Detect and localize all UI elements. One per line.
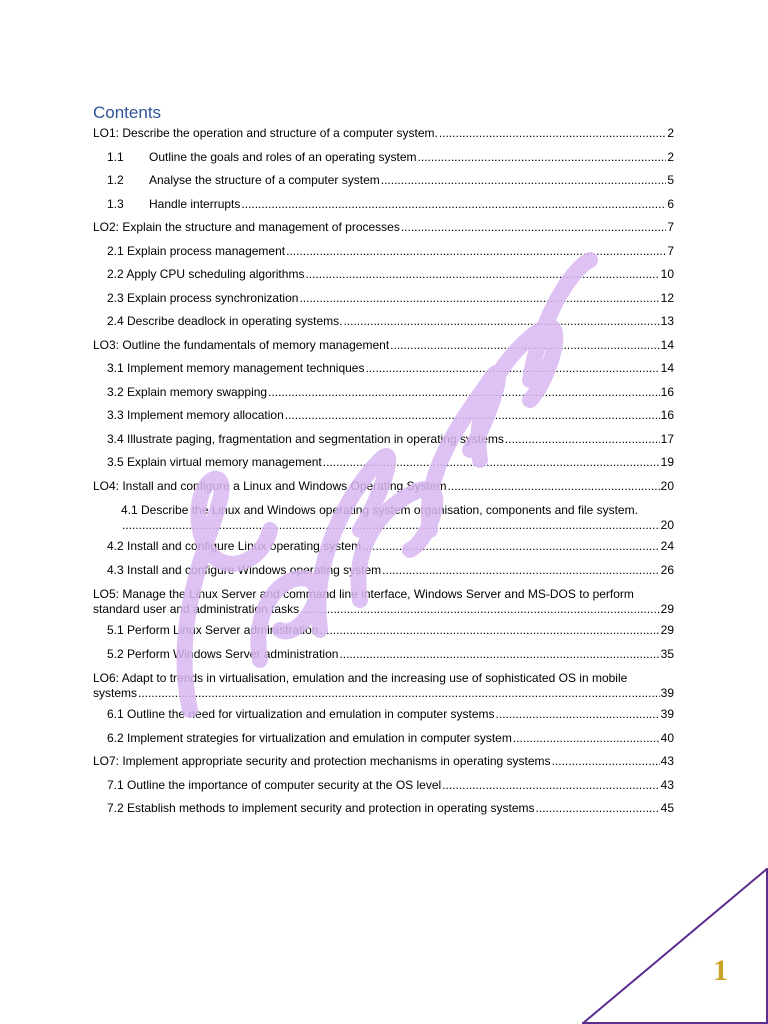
dot-leader	[448, 479, 660, 494]
dot-leader	[390, 338, 659, 353]
toc-entry-page: 7	[667, 220, 674, 234]
toc-entry[interactable]	[93, 432, 674, 447]
dot-leader	[536, 801, 660, 816]
toc-entry[interactable]	[93, 502, 674, 533]
toc-entry-page: 2	[667, 126, 674, 140]
toc-entry-title: 7.2 Establish methods to implement security and protection in operating systems	[107, 801, 535, 815]
toc-entry-page: 10	[660, 267, 674, 281]
toc-entry[interactable]	[93, 244, 674, 259]
toc-entry[interactable]	[93, 539, 674, 554]
toc-entry-page: 12	[660, 290, 674, 305]
toc-entry-number: 1.2	[107, 173, 124, 187]
toc-entry[interactable]	[93, 479, 674, 494]
toc-entry[interactable]	[93, 754, 674, 769]
toc-entry-title: 3.5 Explain virtual memory management	[107, 455, 322, 469]
corner-decoration	[582, 868, 768, 1024]
dot-leader	[286, 244, 666, 259]
toc-entry-page: 20	[660, 518, 674, 532]
toc-entry-title: 7.1 Outline the importance of computer security at the OS level	[107, 777, 442, 792]
dot-leader	[513, 731, 660, 746]
dot-leader	[496, 707, 660, 722]
page-number: 1	[713, 954, 728, 987]
toc-entry-title: 5.1 Perform Linux Server administration	[107, 623, 319, 637]
toc-entry[interactable]	[93, 173, 674, 188]
dot-leader	[241, 197, 666, 212]
toc-entry-page: 14	[660, 337, 674, 352]
toc-entry[interactable]	[93, 150, 674, 165]
toc-entry[interactable]	[93, 385, 674, 400]
dot-leader	[300, 602, 660, 617]
toc-entry[interactable]	[93, 455, 674, 470]
toc-entry-title-continued: systems	[93, 686, 138, 700]
toc-entry-page: 13	[660, 314, 674, 328]
toc-entry-page: 20	[660, 478, 674, 493]
dot-leader	[381, 173, 667, 188]
toc-entry-page: 24	[660, 539, 674, 553]
dot-leader	[401, 220, 666, 235]
dot-leader	[268, 385, 660, 400]
toc-entry-page: 39	[660, 686, 674, 700]
toc-entry[interactable]	[93, 778, 674, 793]
toc-entry[interactable]	[93, 707, 674, 722]
dot-leader	[138, 686, 660, 701]
toc-entry-page: 39	[660, 707, 674, 721]
toc-entry[interactable]	[93, 563, 674, 578]
dot-leader	[552, 754, 660, 769]
toc-entry-title: 4.2 Install and configure Linux operating system	[107, 539, 362, 553]
toc-entry-title: 3.3 Implement memory allocation	[107, 408, 284, 422]
toc-entry-title: 6.2 Implement strategies for virtualization and emulation in computer system	[107, 730, 512, 745]
toc-entry-page: 40	[660, 730, 674, 745]
toc-entry-page: 16	[660, 408, 674, 422]
toc-entry-page: 26	[660, 562, 674, 577]
toc-entry[interactable]	[93, 220, 674, 235]
toc-entry-title: LO5: Manage the Linux Server and command line interface, Windows Server and MS-DOS to perform	[93, 587, 634, 601]
toc-entry[interactable]	[93, 291, 674, 306]
toc-entry-title: LO1: Describe the operation and structure of a computer system.	[93, 126, 438, 140]
toc-entry-title: 6.1 Outline the need for virtualization and emulation in computer systems	[107, 707, 495, 721]
toc-entry[interactable]	[93, 801, 674, 816]
toc-entry-title: 2.1 Explain process management	[107, 243, 286, 258]
toc-entry-title: LO6: Adapt to trends in virtualisation, emulation and the increasing use of sophisticated OS in mobile	[93, 671, 628, 685]
toc-entry[interactable]	[93, 670, 674, 701]
toc-entry-title: Handle interrupts	[149, 196, 241, 211]
toc-entry-title: Outline the goals and roles of an operating system	[149, 149, 417, 164]
toc-entry-page: 16	[660, 384, 674, 399]
dot-leader	[439, 126, 666, 141]
toc-entry[interactable]	[93, 267, 674, 282]
toc-entry-page: 6	[667, 196, 674, 211]
toc-entry-title: LO4: Install and configure a Linux and Windows Operating System	[93, 478, 447, 493]
toc-entry-page: 35	[660, 646, 674, 661]
toc-entry-page: 7	[667, 243, 674, 258]
toc-entry-page: 29	[660, 602, 674, 616]
toc-entry-title: 3.1 Implement memory management techniques	[107, 361, 365, 375]
toc-entry-title: LO3: Outline the fundamentals of memory management	[93, 337, 390, 352]
toc-entry[interactable]	[93, 623, 674, 638]
toc-entry-title: 3.2 Explain memory swapping	[107, 384, 268, 399]
dot-leader	[122, 518, 660, 533]
dot-leader	[365, 361, 659, 376]
toc-entry[interactable]	[93, 197, 674, 212]
toc-entry-number: 1.3	[107, 196, 124, 211]
toc-entry-title: 3.4 Illustrate paging, fragmentation and segmentation in operating systems	[107, 431, 504, 446]
toc-entry-title: 2.4 Describe deadlock in operating systems.	[107, 314, 343, 328]
toc-entry[interactable]	[93, 314, 674, 329]
toc-entry-page: 14	[660, 361, 674, 375]
dot-leader	[305, 267, 659, 282]
toc-entry-title: 4.3 Install and configure Windows operating system	[107, 562, 382, 577]
dot-leader	[382, 563, 659, 578]
toc-entry-title: 5.2 Perform Windows Server administration	[107, 646, 339, 661]
dot-leader	[319, 623, 659, 638]
toc-entry-page: 43	[660, 754, 674, 768]
toc-entry[interactable]	[93, 408, 674, 423]
toc-entry[interactable]	[93, 126, 674, 141]
toc-entry-title: 2.3 Explain process synchronization	[107, 290, 299, 305]
toc-entry[interactable]	[93, 647, 674, 662]
dot-leader	[339, 647, 659, 662]
dot-leader	[505, 432, 660, 447]
toc-entry-title: 4.1 Describe the Linux and Windows operating system organisation, components and file system.	[121, 503, 638, 517]
toc-entry-title-continued: standard user and administration tasks	[93, 602, 300, 616]
toc-entry-page: 5	[667, 173, 674, 187]
toc-entry-number: 1.1	[107, 149, 124, 164]
toc-entry[interactable]	[93, 731, 674, 746]
toc-entry-page: 29	[660, 623, 674, 637]
toc-entry-page: 17	[660, 431, 674, 446]
dot-leader	[362, 539, 659, 554]
toc-entry-title: LO7: Implement appropriate security and protection mechanisms in operating systems	[93, 754, 551, 768]
dot-leader	[343, 314, 659, 329]
toc-heading: Contents	[93, 103, 162, 122]
toc-entry-title: Analyse the structure of a computer system	[149, 173, 380, 187]
toc-entry-page: 19	[660, 455, 674, 469]
table-of-contents	[93, 126, 674, 825]
toc-entry-title: 2.2 Apply CPU scheduling algorithms	[107, 267, 305, 281]
dot-leader	[418, 150, 667, 165]
dot-leader	[323, 455, 660, 470]
toc-entry-page: 43	[660, 777, 674, 792]
toc-entry[interactable]	[93, 338, 674, 353]
toc-entry-page: 45	[660, 801, 674, 815]
toc-entry-page: 2	[667, 149, 674, 164]
dot-leader	[299, 291, 659, 306]
toc-entry[interactable]	[93, 361, 674, 376]
toc-entry-title: LO2: Explain the structure and management of processes	[93, 220, 400, 234]
dot-leader	[285, 408, 660, 423]
toc-entry[interactable]	[93, 586, 674, 617]
dot-leader	[442, 778, 659, 793]
